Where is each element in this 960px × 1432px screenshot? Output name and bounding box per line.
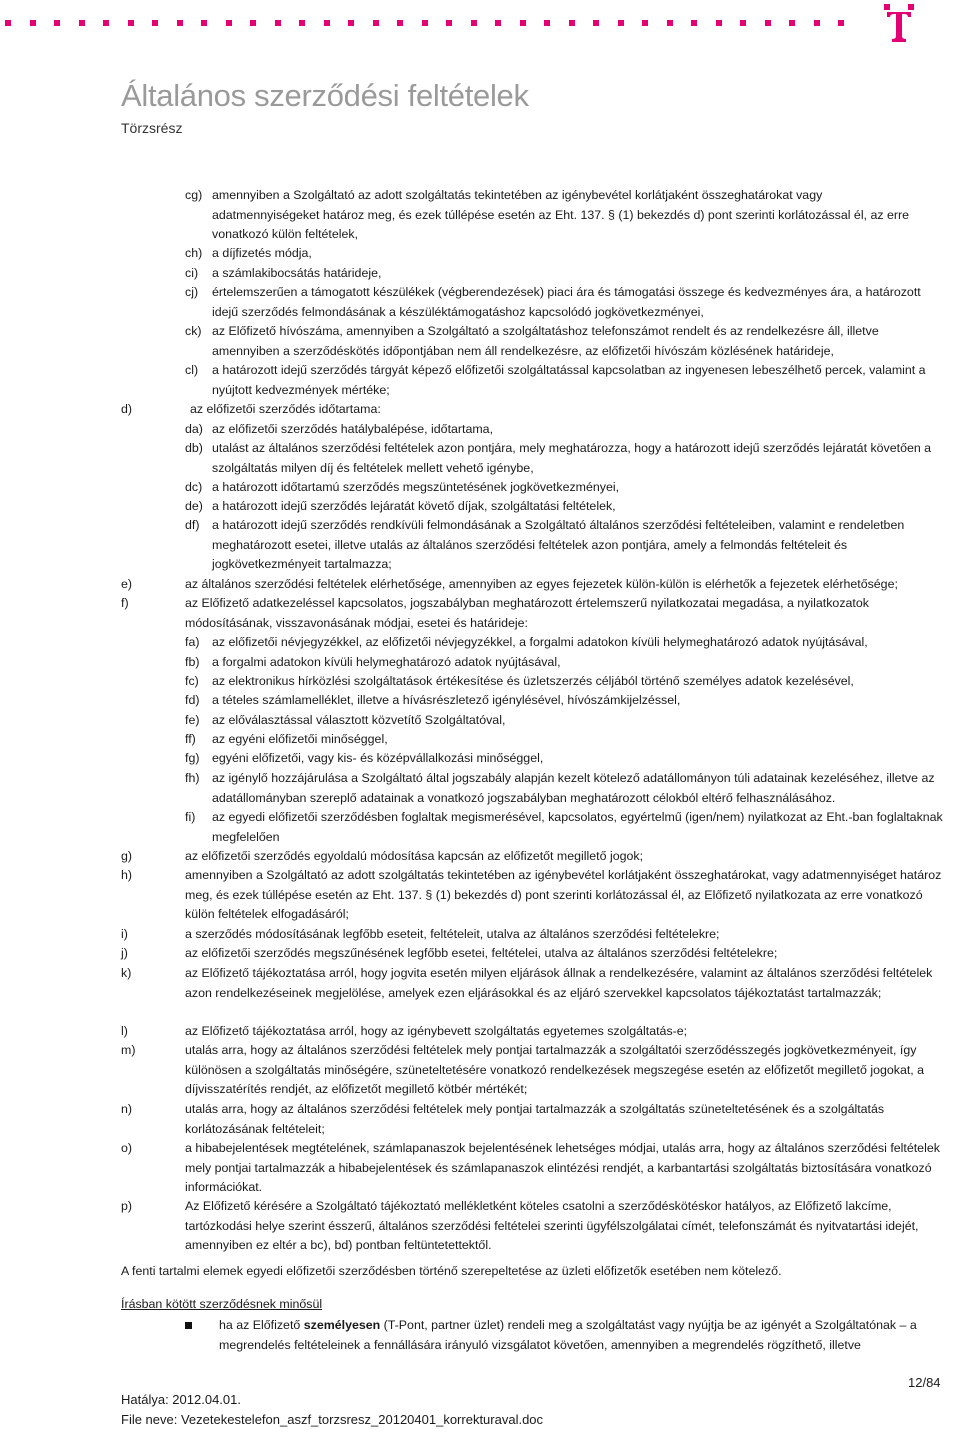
list-item-text: az Előfizető tájékoztatása arról, hogy az igénybevett szolgáltatás egyetemes szolgáltatás-e; [185,1024,688,1038]
magenta-dot [667,20,673,26]
list-item-text: a díjfizetés módja, [212,246,312,260]
magenta-dot [789,20,795,26]
list-item [185,439,947,478]
list-item-text: értelemszerűen a támogatott készülékek (végberendezések) piaci ára és támogatási összege és kedvezményes ára, a határozott idejű szerződés felmondásának a készüléktámogatáshoz kapcsolódó jogkövetkezményei, [212,285,921,319]
list-item-label: fb) [185,655,200,669]
magenta-dot [54,20,60,26]
list-item [185,672,947,692]
magenta-dot [838,20,844,26]
list-item [185,264,932,284]
list-item [121,964,945,1003]
list-item-label: i) [121,927,128,941]
list-item [185,361,947,400]
list-item-text: az egyéni előfizetői minőséggel, [212,732,388,746]
list-item-label: fe) [185,713,200,727]
list-item [185,711,947,731]
list-item-label: fd) [185,693,200,707]
list-item [185,186,932,245]
magenta-dot [226,20,232,26]
list-item-label: dc) [185,480,203,494]
page-subtitle: Törzsrész [121,120,183,136]
list-item-label: f) [121,596,129,610]
list-item-text: Az Előfizető kérésére a Szolgáltató tájékoztató mellékletként köteles csatolni a szerződéskötéskor hatályos, az Előfizető lakcíme, tartózkodási helye szerint ésszerű, általános szerződési feltételei szerinti ügyfélszolgálatai címét, telefonszámát és nyitvatartási idejét, amennyiben ez eltér a bc), bd) pontban feltüntetettektől. [185,1199,919,1253]
magenta-dot [495,20,501,26]
list-item-text: az előfizetői szerződés egyoldalú módosítása kapcsán az előfizetőt megillető jogok; [185,849,644,863]
list-item-label: cg) [185,188,203,202]
magenta-dot [373,20,379,26]
list-item [121,594,945,633]
list-item [121,1197,945,1256]
list-item-label: d) [121,402,133,416]
list-item [185,244,932,264]
list-item-label: fh) [185,771,200,785]
list-item-label: fa) [185,635,200,649]
bullet-text-prefix: ha az Előfizető [219,1318,304,1332]
magenta-dot [299,20,305,26]
list-item-text: az elektronikus hírközlési szolgáltatások értékesítése és üzletszerzés céljából történő személyes adatok kezelésével, [212,674,854,688]
list-item [121,1139,945,1198]
list-item-text: az Előfizető tájékoztatása arról, hogy jogvita esetén milyen eljárások állnak a rendelkezésére, valamint az általános szerződési feltételek azon rendelkezéseinek megjelölése, amelyek ezen eljárásokkal és az eljáró szervekkel kapcsolatos tájékoztatást tartalmazzák; [185,966,933,1000]
list-item [121,944,945,964]
list-item-label: j) [121,946,128,960]
magenta-dot [593,20,599,26]
list-item-label: m) [121,1043,136,1057]
list-item [121,925,945,945]
list-item [121,1100,945,1139]
list-item [121,1022,945,1042]
list-item [185,808,947,847]
list-item [185,653,947,673]
list-item-label: o) [121,1141,133,1155]
list-item-text: az előfizetői szerződés hatálybalépése, időtartama, [212,422,494,436]
list-item [185,633,947,653]
list-item-text: az Előfizető adatkezeléssel kapcsolatos, jogszabályban meghatározott értelemszerű nyilatkozatai megadása, a nyilatkozatok módosításának, visszavonásának módjai, esetei és határideje: [185,596,869,630]
magenta-dot [348,20,354,26]
list-item [185,749,947,769]
list-item-label: g) [121,849,133,863]
list-item-label: ff) [185,732,196,746]
list-item [185,691,947,711]
magenta-dot [128,20,134,26]
list-item-text: utalást az általános szerződési feltételek azon pontjára, mely meghatározza, hogy a határozott idejű szerződés lejáratát követően a szolgáltatás milyen díj és feltételek mellett vehető igénybe, [212,441,932,475]
list-item-text: a szerződés módosításának legfőbb eseteit, feltételeit, utalva az általános szerződési feltételekre; [185,927,720,941]
bullet-item [219,1316,939,1355]
magenta-dot [397,20,403,26]
magenta-dot [520,20,526,26]
list-item-text: az igénylő hozzájárulása a Szolgáltató által jogszabály alapján kezelt kötelező adatállományon túli adatainak kezeléséhez, illetve az adatállományban szereplő adatainak a vonatkozó jogszabályban meghatározott célokból eltérő felhasználásához. [212,771,935,805]
list-item-label: e) [121,577,133,591]
magenta-dot [422,20,428,26]
list-item-label: ci) [185,266,199,280]
list-item-label: p) [121,1199,133,1213]
list-item-label: cl) [185,363,199,377]
list-item-label: df) [185,518,200,532]
square-bullet-icon [185,1322,192,1329]
list-item-label: fg) [185,751,200,765]
list-item-label: db) [185,441,203,455]
list-item-label: cj) [185,285,199,299]
list-item [121,847,945,867]
bullet-text-suffix: (T-Pont, partner üzlet) rendeli meg a szolgáltatást vagy nyújtja be az igényét a Szolgáltatónak – a megrendelés feltételeinek a fennállására irányuló vizsgálatot követően, amennyiben a megrendelés rögzíthető, illetve [219,1318,917,1352]
list-item [121,400,910,420]
list-item-text: az előfizetői szerződés időtartama: [190,402,381,416]
magenta-dot [201,20,207,26]
magenta-dot [740,20,746,26]
note-paragraph: A fenti tartalmi elemek egyedi előfizetői szerződésben történő szerepeltetése az üzleti előfizetők esetében nem kötelező. [121,1264,782,1278]
list-item [185,420,932,440]
list-item [185,478,932,498]
list-item-text: a határozott idejű szerződés rendkívüli felmondásának a Szolgáltató általános szerződési feltételeiben, valamint e rendeletben meghatározott esetei, illetve utalás az általános szerződési feltételek azon pontjára, amely a felmondás feltételeit és jogkövetkezményeit tartalmazza; [212,518,905,572]
magenta-dot [30,20,36,26]
list-item-label: da) [185,422,203,436]
list-item-label: fi) [185,810,196,824]
list-item-label: n) [121,1102,133,1116]
list-item-text: a határozott idejű szerződés lejáratát követő díjak, szolgáltatási feltételek, [212,499,616,513]
magenta-dot [152,20,158,26]
page-number: 12/84 [908,1375,941,1390]
list-item-label: de) [185,499,203,513]
list-item-text: a számlakibocsátás határideje, [212,266,382,280]
list-item-text: az előfizetői névjegyzékkel, az előfizetői névjegyzékkel, a forgalmi adatokon kívüli helymeghatározó adatok nyújtásával, [212,635,868,649]
magenta-dot [250,20,256,26]
magenta-dot [544,20,550,26]
magenta-dot [814,20,820,26]
list-item-text: az előfizetői szerződés megszűnésének legfőbb esetei, feltételei, utalva az általános szerződési feltételekre; [185,946,778,960]
footer-filename: File neve: Vezetekestelefon_aszf_torzsresz_20120401_korrekturaval.doc [121,1412,544,1427]
list-item-label: k) [121,966,132,980]
list-item-text: utalás arra, hogy az általános szerződési feltételek mely pontjai tartalmazzák a szolgáltatás szüneteltetésének és a szolgáltatás korlátozásának feltételeit; [185,1102,885,1136]
list-item-text: az általános szerződési feltételek elérhetősége, amennyiben az egyes fejezetek külön-külön is elérhetők a fejezetek elérhetősége; [185,577,898,591]
magenta-dot [642,20,648,26]
list-item [121,575,945,595]
list-item-text: a forgalmi adatokon kívüli helymeghatározó adatok nyújtásával, [212,655,561,669]
list-item [185,516,947,575]
list-item-text: az egyedi előfizetői szerződésben foglaltak megismerésével, kapcsolatos, egyértelmű (igen/nem) nyilatkozat az Eht.-ban foglaltaknak megfelelően [212,810,943,844]
list-item-text: amennyiben a Szolgáltató az adott szolgáltatás tekintetében az igénybevétel korlátjaként összeghatárokat, vagy adatmennyiséget határoz meg, és ezek túllépése esetén az Eht. 137. § (1) bekezdés d) pont szerinti korlátozással él, az Előfizető nyilatkozata az erre vonatkozó külön feltételek elfogadásáról; [185,868,942,922]
magenta-dot [569,20,575,26]
list-item [185,283,947,322]
list-item-label: l) [121,1024,128,1038]
magenta-dot [79,20,85,26]
magenta-dot [275,20,281,26]
list-item-text: az előválasztással választott közvetítő Szolgáltatóval, [212,713,506,727]
magenta-dot [618,20,624,26]
magenta-dot [716,20,722,26]
list-item-text: a határozott idejű szerződés tárgyát képező előfizetői szolgáltatással kapcsolatban az ingyenesen lebeszélhető percek, valamint a nyújtott kedvezmények mértéke; [212,363,926,397]
list-item-label: ch) [185,246,203,260]
magenta-dot [324,20,330,26]
bullet-text-bold: személyesen [303,1318,381,1332]
list-item-text: a tételes számlamelléklet, illetve a hívásrészletező igénylésével, hívószámkijelzéssel, [212,693,681,707]
magenta-dot [691,20,697,26]
list-item [121,1041,945,1100]
t-logo-icon [884,4,914,42]
magenta-dot [446,20,452,26]
list-item-label: fc) [185,674,199,688]
section-heading: Írásban kötött szerződésnek minősül [121,1297,323,1311]
magenta-dot [103,20,109,26]
list-item [185,497,932,517]
list-item-label: ck) [185,324,202,338]
list-item [121,866,945,925]
list-item-text: a hibabejelentések megtételének, számlapanaszok bejelentésének lehetséges módjai, utalás arra, hogy az általános szerződési feltételek mely pontjai tartalmazzák a hibabejelentések és számlapanaszok elintézési rendjét, a karbantartási szolgáltatás biztosítására vonatkozó információkat. [185,1141,940,1195]
magenta-dot [177,20,183,26]
magenta-dot [765,20,771,26]
list-item [185,769,947,808]
list-item-text: egyéni előfizetői, vagy kis- és középvállalkozási minőséggel, [212,751,544,765]
list-item-text: utalás arra, hogy az általános szerződési feltételek mely pontjai tartalmazzák a szolgáltatói szerződésszegés jogkövetkezményeit, így különösen a szolgáltatás minőségére, szüneteltetésére vonatkozó rendelkezések megszegése esetén az előfizetőt megillető jogokat, a díjvisszatérítés rendjét, az előfizetőt megillető kötbér mértékét; [185,1043,925,1097]
magenta-dot [471,20,477,26]
footer-effective-date: Hatálya: 2012.04.01. [121,1392,241,1407]
list-item-label: h) [121,868,133,882]
page-title: Általános szerződési feltételek [121,78,529,113]
list-item [185,322,947,361]
list-item-text: az Előfizető hívószáma, amennyiben a Szolgáltató a szolgáltatáshoz telefonszámot rendelt és az rendelkezésre áll, illetve amennyiben a szerződéskötés időpontjában nem áll rendelkezésre, az előfizetői hívószám közlésének határideje, [212,324,879,358]
list-item-text: amennyiben a Szolgáltató az adott szolgáltatás tekintetében az igénybevétel korlátjaként összeghatárokat vagy adatmennyiségeket határoz meg, és ezek túllépése esetén az Eht. 137. § (1) bekezdés d) pont szerinti korlátozással él, az erre vonatkozó külön feltételek, [212,188,910,242]
list-item [185,730,947,750]
list-item-text: a határozott időtartamú szerződés megszüntetésének jogkövetkezményei, [212,480,620,494]
magenta-dot [5,20,11,26]
